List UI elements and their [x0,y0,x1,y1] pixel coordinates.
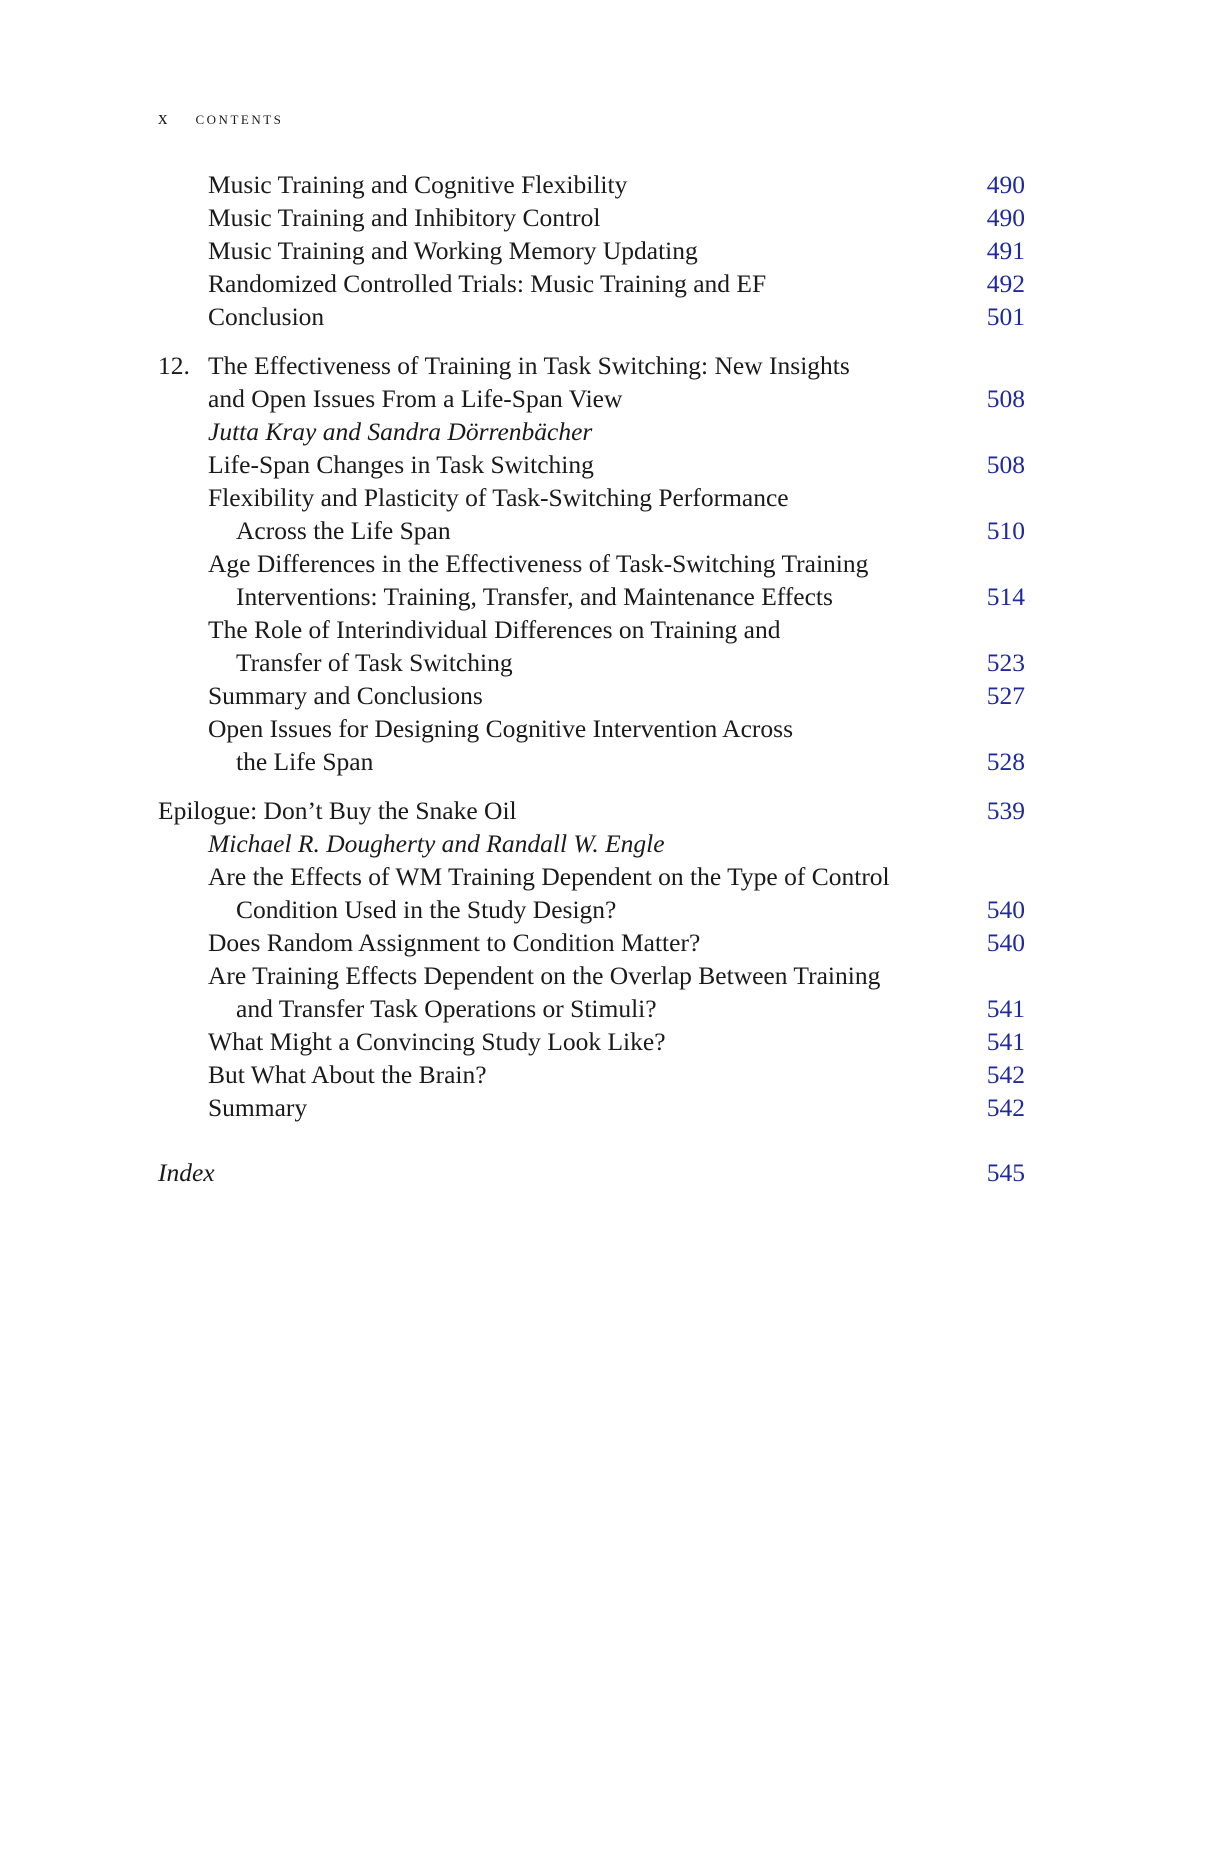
page-number-link[interactable]: 528 [986,747,1025,776]
toc-entry-row [158,959,1025,992]
toc-entry-title[interactable]: Condition Used in the Study Design? [236,895,617,924]
toc-entry-title: Flexibility and Plasticity of Task-Switching Performance [208,483,789,512]
toc-entry-row [158,1025,1025,1058]
toc-entry-row [158,1058,1025,1091]
folio: x [158,108,170,129]
page-number-link[interactable]: 540 [986,895,1025,924]
page-number-link[interactable]: 508 [986,450,1025,479]
toc-entry-title: Age Differences in the Effectiveness of Task-Switching Training [208,549,869,578]
toc-spacer [158,778,1025,794]
page-number-link[interactable]: 541 [986,994,1025,1023]
toc-entry-title[interactable]: Life-Span Changes in Task Switching [208,450,594,479]
toc-entry-title: Are Training Effects Dependent on the Overlap Between Training [208,961,881,990]
toc-entry-row [158,448,1025,481]
toc-index-row [158,1156,1025,1189]
page-number-link[interactable]: 539 [986,796,1025,825]
toc-entry-title[interactable]: and Transfer Task Operations or Stimuli? [236,994,657,1023]
toc-entry-row [158,547,1025,580]
toc-entry-title[interactable]: Index [158,1158,215,1187]
toc-spacer [158,333,1025,349]
table-of-contents [158,168,1025,1189]
toc-entry-row [158,201,1025,234]
toc-entry-title[interactable]: Music Training and Cognitive Flexibility [208,170,628,199]
toc-chapter-row [158,349,1025,382]
toc-entry-title[interactable]: Randomized Controlled Trials: Music Training and EF [208,269,767,298]
toc-entry-row [158,893,1025,926]
toc-entry-title[interactable]: Transfer of Task Switching [236,648,513,677]
toc-entry-title[interactable]: the Life Span [236,747,374,776]
chapter-authors: Jutta Kray and Sandra Dörrenbächer [208,417,593,446]
toc-entry-title[interactable]: and Open Issues From a Life-Span View [208,384,623,413]
toc-entry-row [158,300,1025,333]
toc-entry-title: Open Issues for Designing Cognitive Intervention Across [208,714,793,743]
section-title: contents [195,108,284,129]
toc-entry-row [158,794,1025,827]
page-number-link[interactable]: 542 [986,1093,1025,1122]
page-number-link[interactable]: 523 [986,648,1025,677]
page-number-link[interactable]: 514 [986,582,1025,611]
page-number-link[interactable]: 492 [986,269,1025,298]
toc-entry-title: Are the Effects of WM Training Dependent on the Type of Control [208,862,890,891]
page-number-link[interactable]: 541 [986,1027,1025,1056]
toc-author-row [158,415,1025,448]
page-number-link[interactable]: 540 [986,928,1025,957]
toc-entry-title[interactable]: Interventions: Training, Transfer, and Maintenance Effects [236,582,833,611]
page-number-link[interactable]: 490 [986,203,1025,232]
toc-entry-title[interactable]: Music Training and Working Memory Updating [208,236,698,265]
page-number-link[interactable]: 508 [986,384,1025,413]
chapter-number: 12. [158,351,190,380]
page-number-link[interactable]: 491 [986,236,1025,265]
toc-entry-row [158,926,1025,959]
toc-entry-row [158,1091,1025,1124]
toc-author-row [158,827,1025,860]
toc-entry-row [158,267,1025,300]
toc-entry-row [158,679,1025,712]
page-number-link[interactable]: 490 [986,170,1025,199]
toc-spacer [158,1124,1025,1156]
toc-entry-row [158,168,1025,201]
toc-entry-row [158,646,1025,679]
toc-entry-row [158,992,1025,1025]
toc-entry-row [158,712,1025,745]
toc-entry-row [158,745,1025,778]
page-number-link[interactable]: 542 [986,1060,1025,1089]
toc-entry-title[interactable]: Across the Life Span [236,516,451,545]
toc-entry-title[interactable]: What Might a Convincing Study Look Like? [208,1027,666,1056]
toc-entry-title[interactable]: Conclusion [208,302,325,331]
toc-entry-title[interactable]: Summary and Conclusions [208,681,483,710]
toc-entry-title[interactable]: Summary [208,1093,308,1122]
toc-entry-row [158,580,1025,613]
toc-entry-title[interactable]: Epilogue: Don’t Buy the Snake Oil [158,796,517,825]
chapter-authors: Michael R. Dougherty and Randall W. Engle [208,829,665,858]
page-number-link[interactable]: 510 [986,516,1025,545]
toc-entry-title[interactable]: Music Training and Inhibitory Control [208,203,601,232]
toc-entry-row [158,481,1025,514]
toc-entry-title[interactable]: But What About the Brain? [208,1060,487,1089]
toc-entry-row [158,234,1025,267]
page-number-link[interactable]: 545 [986,1158,1025,1187]
toc-entry-row [158,860,1025,893]
toc-entry-title: The Effectiveness of Training in Task Switching: New Insights [208,351,850,380]
page-number-link[interactable]: 527 [986,681,1025,710]
toc-entry-row [158,514,1025,547]
toc-entry-title: The Role of Interindividual Differences on Training and [208,615,781,644]
running-head [158,108,283,130]
toc-entry-row [158,382,1025,415]
page-number-link[interactable]: 501 [986,302,1025,331]
toc-entry-title[interactable]: Does Random Assignment to Condition Matter? [208,928,701,957]
toc-entry-row [158,613,1025,646]
